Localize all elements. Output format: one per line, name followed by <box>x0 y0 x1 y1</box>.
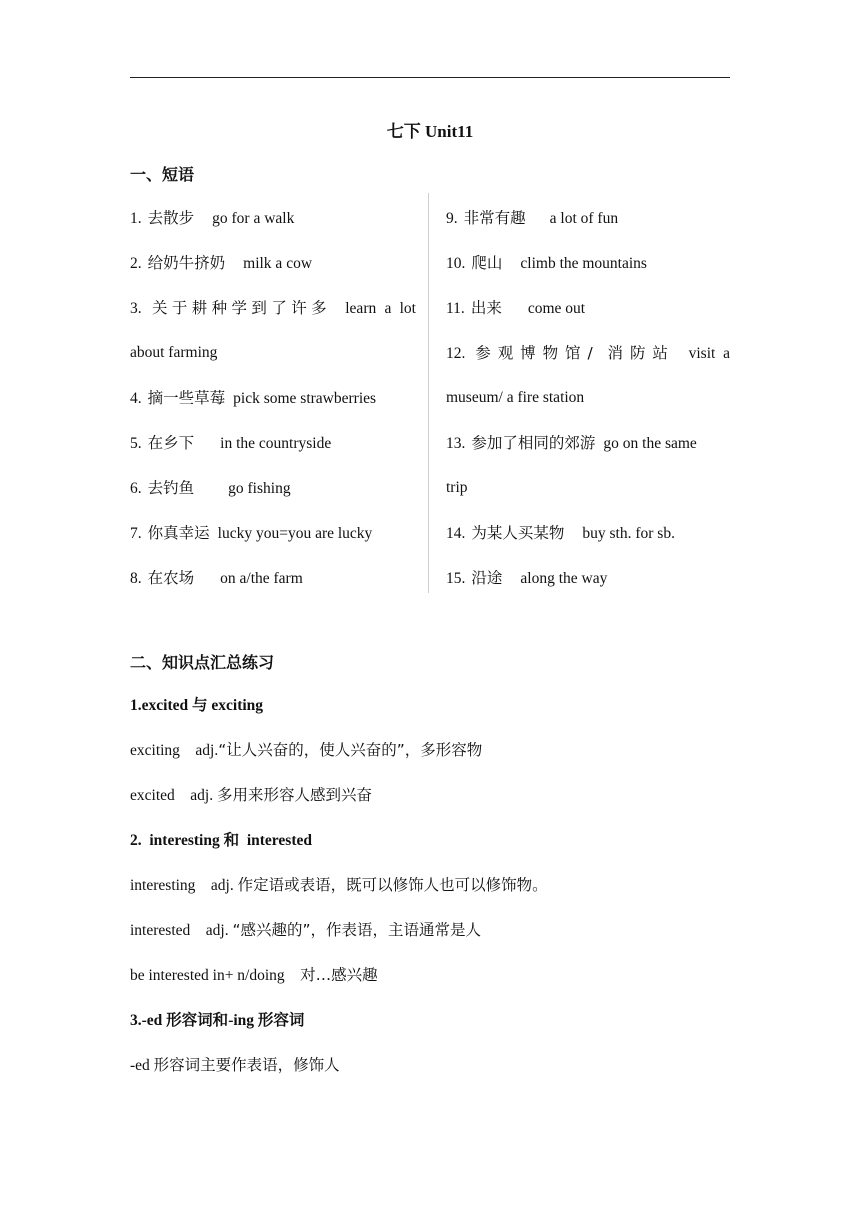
note-line: excited adj. 多用来形容人感到兴奋 <box>130 786 372 804</box>
phrase-item: 1. 去散步 go for a walk <box>130 209 295 227</box>
phrase-item: 2. 给奶牛挤奶 milk a cow <box>130 254 313 272</box>
note-line: exciting adj.“让人兴奋的，使人兴奋的”，多形容物 <box>130 741 483 759</box>
phrase-item: 10. 爬山 climb the mountains <box>446 254 647 272</box>
phrase-item-continuation: trip <box>446 479 468 496</box>
phrase-item: 6. 去钓鱼 go fishing <box>130 479 291 497</box>
phrase-item: 9. 非常有趣 a lot of fun <box>446 209 619 227</box>
section-heading-phrases: 一、短语 <box>130 165 195 184</box>
phrase-item-continuation: museum/ a fire station <box>446 389 585 406</box>
phrase-item: 7. 你真幸运 lucky you=you are lucky <box>130 524 373 542</box>
page-title: 七下 Unit11 <box>386 122 474 141</box>
note-heading: 2. interesting 和 interested <box>130 831 312 849</box>
note-heading: 1.excited 与 exciting <box>130 696 264 714</box>
phrase-item-continuation: about farming <box>130 344 218 361</box>
phrase-column-left <box>130 193 416 598</box>
phrase-item: 3. 关于耕种学到了许多 learn a lot <box>130 299 416 317</box>
note-line: be interested in+ n/doing 对…感兴趣 <box>130 966 378 984</box>
phrase-column-right <box>446 193 730 598</box>
phrase-item: 12. 参观博物馆/ 消防站 visit a <box>446 344 730 362</box>
section-heading-knowledge: 二、知识点汇总练习 <box>130 653 275 672</box>
column-divider <box>428 193 429 593</box>
knowledge-notes <box>130 683 730 1088</box>
header-rule <box>130 77 730 78</box>
phrase-item: 4. 摘一些草莓 pick some strawberries <box>130 389 377 407</box>
note-line: interesting adj. 作定语或表语，既可以修饰人也可以修饰物。 <box>130 876 548 894</box>
phrase-item: 8. 在农场 on a/the farm <box>130 569 303 587</box>
phrase-item: 15. 沿途 along the way <box>446 569 608 587</box>
phrase-item: 5. 在乡下 in the countryside <box>130 434 332 452</box>
phrase-item: 13. 参加了相同的郊游 go on the same <box>446 434 697 452</box>
note-line: interested adj. “感兴趣的”，作表语，主语通常是人 <box>130 921 482 939</box>
note-heading: 3.-ed 形容词和-ing 形容词 <box>130 1011 305 1029</box>
phrase-item: 11. 出来 come out <box>446 299 586 317</box>
note-line: -ed 形容词主要作表语，修饰人 <box>130 1056 340 1074</box>
phrase-item: 14. 为某人买某物 buy sth. for sb. <box>446 524 675 542</box>
